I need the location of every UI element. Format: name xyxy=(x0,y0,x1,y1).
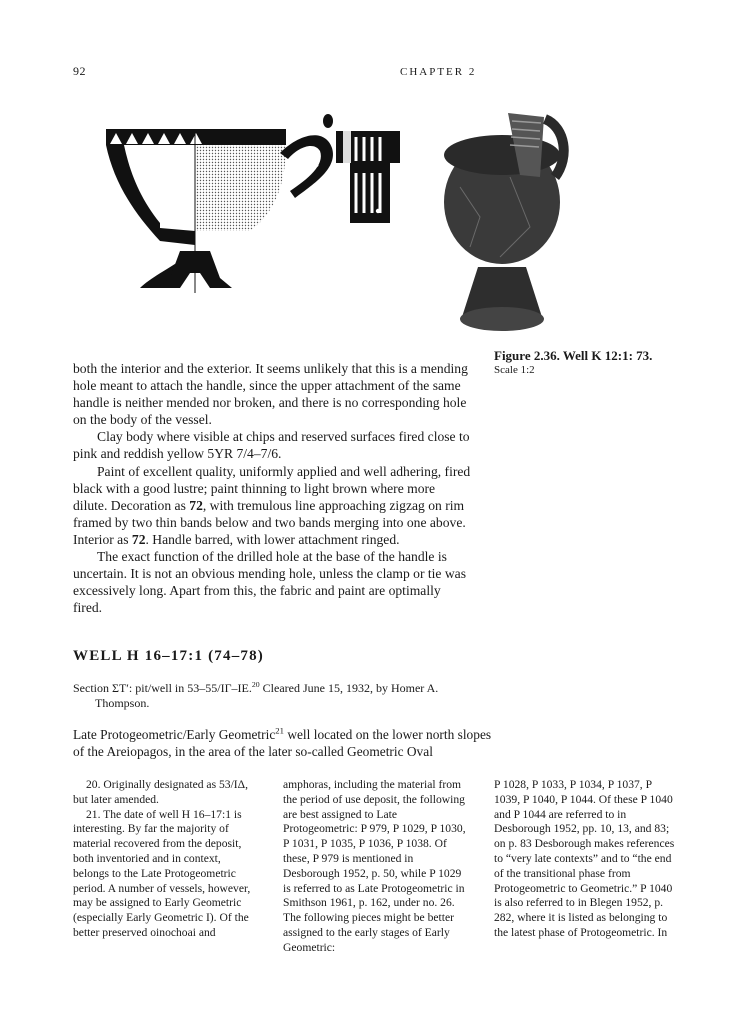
figure-caption xyxy=(494,348,694,377)
body-text xyxy=(73,360,471,616)
footnote-column-1 xyxy=(73,778,259,941)
section-note-continuation: Thompson. xyxy=(95,696,150,710)
footnote-21: 21. The date of well H 16–17:1 is interesting. By far the majority of material recovered from the deposit, both inventoried and in context, belongs to the Late Protogeometric period. A number of vessels, however, may be assigned to Early Geometric (especially Early Geometric I). Of the better preserved oinochoai and xyxy=(73,807,251,939)
section-note-text: Cleared June 15, 1932, by Homer A. xyxy=(259,681,439,695)
body-paragraph-text: , with tremulous line approaching zigzag on rim framed by two thin bands below and two bands merging into one above. Interior as xyxy=(73,497,466,547)
body-paragraph-text: . Handle barred, with lower attachment ringed. xyxy=(145,531,400,547)
section-heading: WELL H 16–17:1 (74–78) xyxy=(73,648,264,664)
body-paragraph xyxy=(73,463,471,548)
footnote-column-2 xyxy=(283,778,469,956)
figure-photo xyxy=(440,107,575,342)
body-paragraph: Clay body where visible at chips and reserved surfaces fired close to pink and reddish yellow 5YR 7/4–7/6. xyxy=(73,429,470,462)
caption-scale: Scale 1:2 xyxy=(494,364,535,376)
figure-drawing xyxy=(100,113,412,313)
section-intro xyxy=(73,726,493,760)
catalog-ref: 72 xyxy=(189,497,203,513)
running-head: CHAPTER 2 xyxy=(400,66,477,78)
body-paragraph: both the interior and the exterior. It seems unlikely that this is a mending hole meant to attach the handle, since the upper attachment of the same handle is neither mended nor broken, and there is no corresponding hole on the body of the vessel. xyxy=(73,361,468,428)
body-paragraph: The exact function of the drilled hole at the base of the handle is uncertain. It is not an obvious mending hole, unless the clamp or tie was excessively long. Apart from this, the fabric and paint are optimally fired. xyxy=(73,549,467,616)
page-number: 92 xyxy=(73,64,86,78)
footnote-ref: 20 xyxy=(251,680,260,689)
kantharos-profile-drawing xyxy=(100,113,412,313)
catalog-ref: 72 xyxy=(131,531,146,547)
footnote-continuation: amphoras, including the material from the period of use deposit, the following are best assigned to Late Protogeometric: P 979, P 1029, P 1030, P 1031, P 1035, P 1036, P 1038. Of these, P 979 is mentioned in Desborough 1952, p. 50, while P 1029 is referred to as Late Protogeometric in Smithson 1961, p. 162, under no. 26. The following pieces might be better assigned to the early stages of Early Geometric: xyxy=(283,778,466,954)
section-note xyxy=(73,681,473,711)
intro-text: well located on the lower north slopes of the Areiopagos, in the area of the later so-called Geometric Oval xyxy=(73,727,492,759)
section-note-text: Section ΣΤ′: pit/well in 53–55/ΙΓ–ΙΕ. xyxy=(73,681,252,695)
intro-text: Late Protogeometric/Early Geometric xyxy=(73,727,276,742)
footnote-ref: 21 xyxy=(275,725,284,736)
kantharos-photo xyxy=(440,107,575,342)
caption-title: Figure 2.36. Well K 12:1: 73. xyxy=(494,348,653,363)
footnote-20: 20. Originally designated as 53/ΙΔ, but later amended. xyxy=(73,778,249,806)
body-paragraph-text: Paint of excellent quality, uniformly applied and well adhering, fired black with a good lustre; paint thinning to light brown where more dilute. Decoration as xyxy=(73,463,471,513)
footnote-column-3 xyxy=(494,778,680,941)
footnote-continuation: P 1028, P 1033, P 1034, P 1037, P 1039, P 1040, P 1044. Of these P 1040 and P 1044 are referred to in Desborough 1952, pp. 10, 13, and 83; on p. 83 Desborough makes references to “very late contexts” and to “the end of the transitional phase from Protogeometric to Geometric.” P 1040 is also referred to in Blegen 1952, p. 282, where it is listed as belonging to the latest phase of Protogeometric. In xyxy=(494,778,675,939)
